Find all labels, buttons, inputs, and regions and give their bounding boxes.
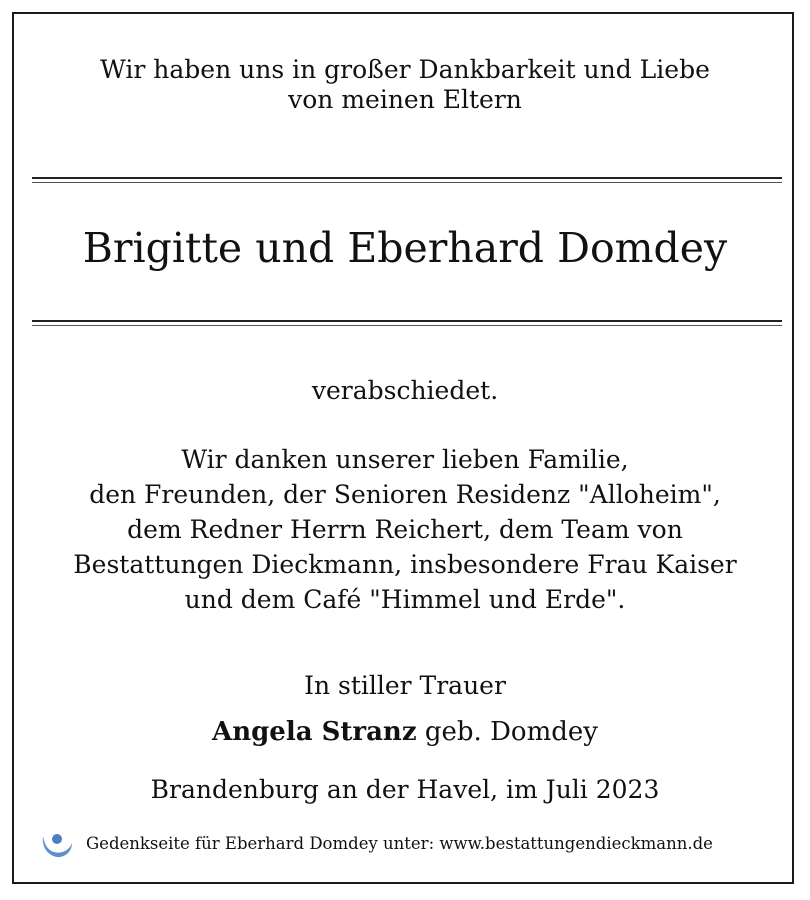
signer-suffix: geb. Domdey <box>424 717 598 747</box>
thanks-line: Bestattungen Dieckmann, insbesondere Frau Kaiser <box>73 550 737 579</box>
thanks-line: dem Redner Herrn Reichert, dem Team von <box>127 515 683 544</box>
divider-top <box>32 177 782 183</box>
signer <box>0 715 810 749</box>
intro-line-1: Wir haben uns in großer Dankbarkeit und Liebe <box>100 55 710 84</box>
thanks-paragraph <box>0 442 810 617</box>
place-date: Brandenburg an der Havel, im Juli 2023 <box>150 775 660 804</box>
intro-line-2: von meinen Eltern <box>288 85 522 114</box>
intro-text <box>0 55 810 115</box>
verabschiedet-text: verabschiedet. <box>311 376 499 405</box>
signer-name: Angela Stranz <box>212 717 417 747</box>
footer <box>38 826 713 860</box>
bestattungen-dieckmann-logo-icon <box>38 826 74 860</box>
memorial-page-link[interactable]: Gedenkseite für Eberhard Domdey unter: www.bestattungendieckmann.de <box>86 833 713 853</box>
divider-bottom <box>32 320 782 326</box>
thanks-line: und dem Café "Himmel und Erde". <box>184 585 626 614</box>
deceased-names: Brigitte und Eberhard Domdey <box>82 224 728 272</box>
thanks-line: den Freunden, der Senioren Residenz "Alloheim", <box>89 480 721 509</box>
closing-text: In stiller Trauer <box>304 671 506 700</box>
thanks-line: Wir danken unserer lieben Familie, <box>181 445 629 474</box>
